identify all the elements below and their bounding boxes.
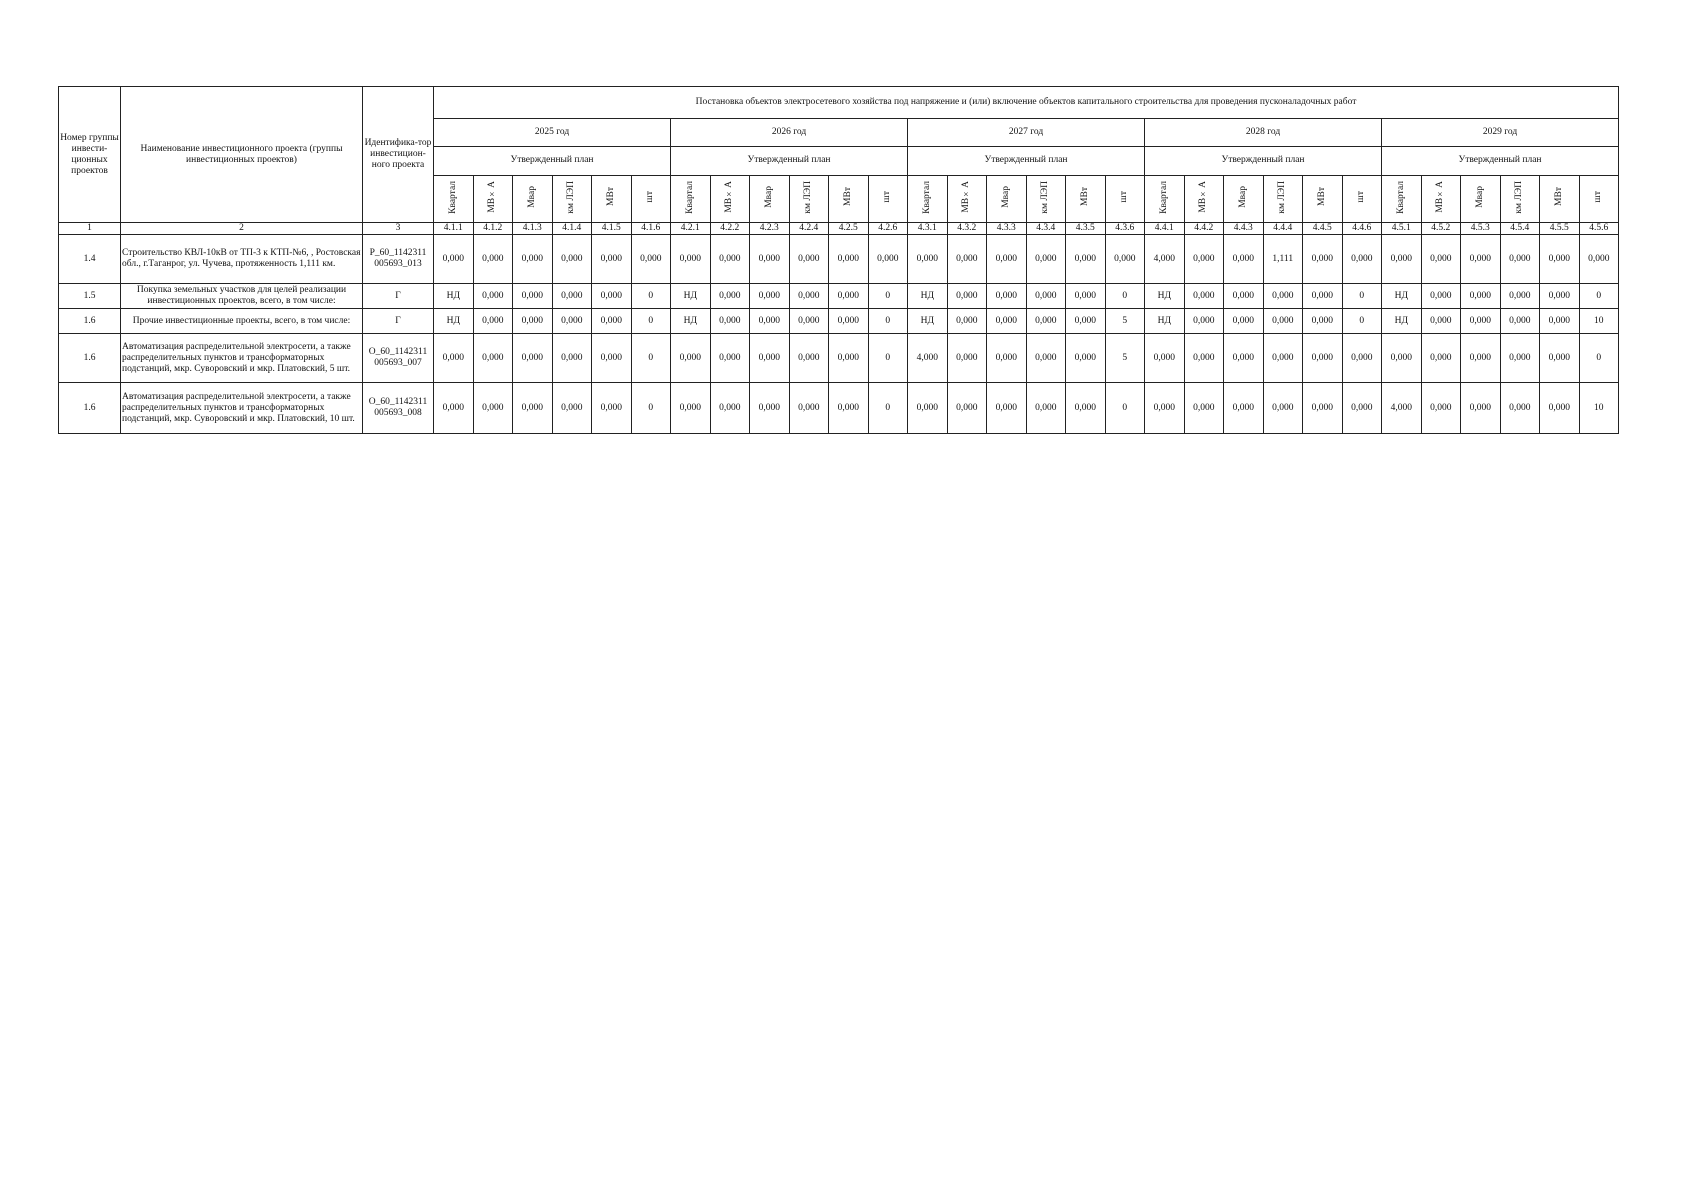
table-row xyxy=(59,383,1619,434)
unit-header xyxy=(1105,175,1145,222)
value-cell: 0,000 xyxy=(829,284,869,309)
value-cell: 0,000 xyxy=(671,235,711,284)
group-number-cell: 1.5 xyxy=(59,284,121,309)
unit-header xyxy=(987,175,1027,222)
unit-label: МВ×А xyxy=(724,181,735,213)
value-cell: 0,000 xyxy=(1263,334,1303,383)
value-cell: 0,000 xyxy=(473,383,513,434)
value-cell: 0,000 xyxy=(473,334,513,383)
value-cell: 0,000 xyxy=(1184,284,1224,309)
value-cell: 0,000 xyxy=(750,284,790,309)
value-cell: 0 xyxy=(631,284,671,309)
value-cell: 0,000 xyxy=(947,235,987,284)
value-cell: НД xyxy=(434,284,474,309)
value-cell: 0,000 xyxy=(434,235,474,284)
plan-header: Утвержденный план xyxy=(1145,146,1382,175)
unit-label: Квартал xyxy=(447,180,458,214)
column-number: 4.1.1 xyxy=(434,223,474,235)
plan-header: Утвержденный план xyxy=(908,146,1145,175)
project-id-cell: Г xyxy=(363,284,434,309)
unit-header xyxy=(1540,175,1580,222)
value-cell: 0,000 xyxy=(1382,334,1422,383)
header-project-id: Идентифика-тор инвестицион-ного проекта xyxy=(363,87,434,223)
value-cell: 0,000 xyxy=(1461,309,1501,334)
unit-label: км ЛЭП xyxy=(1514,180,1525,214)
unit-label: шт xyxy=(882,191,893,203)
value-cell: 0,000 xyxy=(552,334,592,383)
column-number: 4.1.3 xyxy=(513,223,553,235)
value-cell: 0,000 xyxy=(987,309,1027,334)
column-number: 4.5.6 xyxy=(1579,223,1619,235)
value-cell: 0,000 xyxy=(513,284,553,309)
value-cell: 0,000 xyxy=(1105,235,1145,284)
value-cell: 0,000 xyxy=(1224,284,1264,309)
value-cell: 0,000 xyxy=(829,309,869,334)
column-number: 4.2.2 xyxy=(710,223,750,235)
value-cell: 0,000 xyxy=(1540,383,1580,434)
column-number: 1 xyxy=(59,223,121,235)
value-cell: 0,000 xyxy=(710,235,750,284)
value-cell: 0,000 xyxy=(1224,235,1264,284)
value-cell: НД xyxy=(1382,309,1422,334)
value-cell: НД xyxy=(1145,284,1185,309)
value-cell: 0,000 xyxy=(1500,309,1540,334)
value-cell: 0,000 xyxy=(750,235,790,284)
value-cell: 0,000 xyxy=(1421,235,1461,284)
column-number: 4.1.2 xyxy=(473,223,513,235)
value-cell: 0,000 xyxy=(1026,309,1066,334)
unit-header xyxy=(710,175,750,222)
value-cell: 0,000 xyxy=(1224,334,1264,383)
value-cell: 0,000 xyxy=(592,334,632,383)
value-cell: 0,000 xyxy=(1263,383,1303,434)
value-cell: 0,000 xyxy=(1026,383,1066,434)
value-cell: 0,000 xyxy=(473,309,513,334)
value-cell: 0,000 xyxy=(1066,284,1106,309)
project-id-cell: O_60_1142311 005693_007 xyxy=(363,334,434,383)
value-cell: 0,000 xyxy=(1224,383,1264,434)
column-number: 4.5.2 xyxy=(1421,223,1461,235)
year-header: 2025 год xyxy=(434,119,671,146)
value-cell: 0,000 xyxy=(1500,334,1540,383)
value-cell: НД xyxy=(908,284,948,309)
value-cell: 10 xyxy=(1579,383,1619,434)
column-number: 4.5.3 xyxy=(1461,223,1501,235)
value-cell: 0,000 xyxy=(434,334,474,383)
value-cell: 0,000 xyxy=(592,235,632,284)
value-cell: 0,000 xyxy=(1145,383,1185,434)
value-cell: 0,000 xyxy=(868,235,908,284)
unit-label: шт xyxy=(1593,191,1604,203)
value-cell: 0 xyxy=(631,309,671,334)
unit-header xyxy=(908,175,948,222)
unit-label: МВт xyxy=(842,187,853,207)
value-cell: 0,000 xyxy=(1500,284,1540,309)
value-cell: 0,000 xyxy=(987,383,1027,434)
year-header: 2026 год xyxy=(671,119,908,146)
column-number: 2 xyxy=(121,223,363,235)
unit-label: Мвар xyxy=(1474,186,1485,208)
unit-header xyxy=(1303,175,1343,222)
value-cell: 0 xyxy=(868,309,908,334)
value-cell: 0,000 xyxy=(1303,309,1343,334)
column-number: 3 xyxy=(363,223,434,235)
value-cell: 0,000 xyxy=(1026,334,1066,383)
unit-label: Квартал xyxy=(684,180,695,214)
unit-label: Квартал xyxy=(921,180,932,214)
value-cell: 0,000 xyxy=(1342,235,1382,284)
unit-header xyxy=(631,175,671,222)
value-cell: 0,000 xyxy=(710,309,750,334)
unit-label: шт xyxy=(1119,191,1130,203)
value-cell: 0,000 xyxy=(513,334,553,383)
unit-header xyxy=(473,175,513,222)
value-cell: 0 xyxy=(1342,309,1382,334)
value-cell: 0,000 xyxy=(1579,235,1619,284)
value-cell: 0,000 xyxy=(750,334,790,383)
project-name-cell: Строительство КВЛ-10кВ от ТП-3 к КТП-№6, , Ростовская обл., г.Таганрог, ул. Чучева, протяженность 1,111 км. xyxy=(121,235,363,284)
column-number: 4.5.4 xyxy=(1500,223,1540,235)
value-cell: 0,000 xyxy=(1303,334,1343,383)
value-cell: 0,000 xyxy=(789,334,829,383)
column-number: 4.2.3 xyxy=(750,223,790,235)
value-cell: 0 xyxy=(1342,284,1382,309)
unit-label: Мвар xyxy=(763,186,774,208)
unit-header xyxy=(1461,175,1501,222)
value-cell: 0,000 xyxy=(473,235,513,284)
unit-header xyxy=(1579,175,1619,222)
unit-header xyxy=(750,175,790,222)
value-cell: 0 xyxy=(868,334,908,383)
project-name-cell: Покупка земельных участков для целей реализации инвестиционных проектов, всего, в том числе: xyxy=(121,284,363,309)
group-number-cell: 1.6 xyxy=(59,309,121,334)
value-cell: 1,111 xyxy=(1263,235,1303,284)
unit-header xyxy=(1184,175,1224,222)
value-cell: 0 xyxy=(868,383,908,434)
value-cell: 0,000 xyxy=(1342,334,1382,383)
project-name-cell: Прочие инвестиционные проекты, всего, в том числе: xyxy=(121,309,363,334)
value-cell: 0 xyxy=(1579,334,1619,383)
value-cell: 0,000 xyxy=(710,383,750,434)
header-project-name: Наименование инвестиционного проекта (группы инвестиционных проектов) xyxy=(121,87,363,223)
value-cell: 0 xyxy=(1105,383,1145,434)
value-cell: 0,000 xyxy=(1263,284,1303,309)
unit-header xyxy=(552,175,592,222)
unit-label: МВ×А xyxy=(961,181,972,213)
value-cell: 0,000 xyxy=(1066,334,1106,383)
unit-label: МВ×А xyxy=(1435,181,1446,213)
value-cell: 0,000 xyxy=(1421,284,1461,309)
unit-label: МВт xyxy=(1079,187,1090,207)
value-cell: 0,000 xyxy=(1184,334,1224,383)
value-cell: 0,000 xyxy=(1303,235,1343,284)
unit-header xyxy=(947,175,987,222)
value-cell: 0,000 xyxy=(513,383,553,434)
value-cell: 0,000 xyxy=(789,284,829,309)
unit-label: Мвар xyxy=(1000,186,1011,208)
column-number: 4.4.4 xyxy=(1263,223,1303,235)
unit-header xyxy=(1421,175,1461,222)
value-cell: 0,000 xyxy=(829,334,869,383)
unit-header xyxy=(1026,175,1066,222)
value-cell: 0,000 xyxy=(947,284,987,309)
value-cell: 0,000 xyxy=(1184,383,1224,434)
plan-header: Утвержденный план xyxy=(434,146,671,175)
value-cell: НД xyxy=(1382,284,1422,309)
value-cell: 0 xyxy=(868,284,908,309)
group-number-cell: 1.4 xyxy=(59,235,121,284)
value-cell: 0,000 xyxy=(671,383,711,434)
column-number: 4.5.5 xyxy=(1540,223,1580,235)
unit-label: Мвар xyxy=(526,186,537,208)
unit-label: шт xyxy=(645,191,656,203)
value-cell: 0,000 xyxy=(1184,235,1224,284)
value-cell: 0,000 xyxy=(987,334,1027,383)
value-cell: 0,000 xyxy=(947,383,987,434)
unit-label: МВ×А xyxy=(487,181,498,213)
value-cell: 0,000 xyxy=(1421,309,1461,334)
unit-label: МВт xyxy=(1553,187,1564,207)
column-number: 4.3.4 xyxy=(1026,223,1066,235)
column-number: 4.3.5 xyxy=(1066,223,1106,235)
value-cell: 0,000 xyxy=(908,383,948,434)
value-cell: НД xyxy=(671,309,711,334)
project-name-cell: Автоматизация распределительной электросети, а также распределительных пунктов и трансформаторных подстанций, мкр. Суворовский и мкр. Платовский, 10 шт. xyxy=(121,383,363,434)
unit-header xyxy=(1342,175,1382,222)
value-cell: 0,000 xyxy=(1421,334,1461,383)
value-cell: 0,000 xyxy=(552,235,592,284)
value-cell: 0,000 xyxy=(1303,284,1343,309)
value-cell: 0,000 xyxy=(987,284,1027,309)
value-cell: 0,000 xyxy=(552,309,592,334)
value-cell: НД xyxy=(671,284,711,309)
table-row xyxy=(59,334,1619,383)
value-cell: 0,000 xyxy=(1540,334,1580,383)
value-cell: 10 xyxy=(1579,309,1619,334)
unit-label: МВт xyxy=(1316,187,1327,207)
document-page xyxy=(58,86,1619,434)
unit-header xyxy=(671,175,711,222)
value-cell: 0,000 xyxy=(710,284,750,309)
table-row xyxy=(59,235,1619,284)
value-cell: 0,000 xyxy=(789,235,829,284)
value-cell: 0,000 xyxy=(789,309,829,334)
value-cell: 0,000 xyxy=(631,235,671,284)
value-cell: 0 xyxy=(1579,284,1619,309)
value-cell: 0,000 xyxy=(1500,383,1540,434)
column-number: 4.1.4 xyxy=(552,223,592,235)
value-cell: 0,000 xyxy=(1461,284,1501,309)
value-cell: 0,000 xyxy=(1382,235,1422,284)
value-cell: 0,000 xyxy=(947,309,987,334)
unit-header xyxy=(1224,175,1264,222)
value-cell: 0,000 xyxy=(1421,383,1461,434)
year-header: 2029 год xyxy=(1382,119,1619,146)
column-number: 4.2.4 xyxy=(789,223,829,235)
value-cell: 0,000 xyxy=(1066,235,1106,284)
unit-label: Квартал xyxy=(1158,180,1169,214)
value-cell: 0,000 xyxy=(829,235,869,284)
value-cell: 0,000 xyxy=(513,235,553,284)
value-cell: НД xyxy=(1145,309,1185,334)
value-cell: 0,000 xyxy=(1026,235,1066,284)
unit-label: км ЛЭП xyxy=(566,180,577,214)
value-cell: 0,000 xyxy=(1500,235,1540,284)
value-cell: 0,000 xyxy=(1066,383,1106,434)
value-cell: 0,000 xyxy=(750,383,790,434)
group-number-cell: 1.6 xyxy=(59,383,121,434)
value-cell: 0,000 xyxy=(947,334,987,383)
group-number-cell: 1.6 xyxy=(59,334,121,383)
plan-header: Утвержденный план xyxy=(671,146,908,175)
value-cell: 0,000 xyxy=(1224,309,1264,334)
unit-label: км ЛЭП xyxy=(1040,180,1051,214)
column-number: 4.1.6 xyxy=(631,223,671,235)
value-cell: 0,000 xyxy=(592,284,632,309)
table-row xyxy=(59,284,1619,309)
value-cell: НД xyxy=(434,309,474,334)
value-cell: 0,000 xyxy=(1342,383,1382,434)
project-id-cell: Г xyxy=(363,309,434,334)
value-cell: 5 xyxy=(1105,309,1145,334)
value-cell: 0,000 xyxy=(513,309,553,334)
unit-header xyxy=(1145,175,1185,222)
year-header: 2028 год xyxy=(1145,119,1382,146)
value-cell: 0,000 xyxy=(473,284,513,309)
unit-header xyxy=(1066,175,1106,222)
column-number: 4.3.3 xyxy=(987,223,1027,235)
value-cell: 0,000 xyxy=(987,235,1027,284)
project-name-cell: Автоматизация распределительной электросети, а также распределительных пунктов и трансформаторных подстанций, мкр. Суворовский и мкр. Платовский, 5 шт. xyxy=(121,334,363,383)
column-number: 4.2.5 xyxy=(829,223,869,235)
value-cell: 0,000 xyxy=(1263,309,1303,334)
column-number: 4.4.5 xyxy=(1303,223,1343,235)
header-main-title: Постановка объектов электросетевого хозяйства под напряжение и (или) включение объектов капитального строительства для проведения пусконаладочных работ xyxy=(434,87,1619,119)
plan-header: Утвержденный план xyxy=(1382,146,1619,175)
column-number: 4.5.1 xyxy=(1382,223,1422,235)
value-cell: 0 xyxy=(631,334,671,383)
value-cell: НД xyxy=(908,309,948,334)
column-number: 4.4.2 xyxy=(1184,223,1224,235)
value-cell: 0 xyxy=(631,383,671,434)
value-cell: 0,000 xyxy=(908,235,948,284)
unit-header xyxy=(1263,175,1303,222)
value-cell: 0,000 xyxy=(1540,309,1580,334)
value-cell: 0,000 xyxy=(750,309,790,334)
value-cell: 0,000 xyxy=(829,383,869,434)
value-cell: 0,000 xyxy=(1461,334,1501,383)
value-cell: 4,000 xyxy=(908,334,948,383)
value-cell: 0,000 xyxy=(1303,383,1343,434)
column-number: 4.3.1 xyxy=(908,223,948,235)
project-id-cell: P_60_1142311 005693_013 xyxy=(363,235,434,284)
value-cell: 0,000 xyxy=(789,383,829,434)
value-cell: 0 xyxy=(1105,284,1145,309)
value-cell: 0,000 xyxy=(434,383,474,434)
column-number: 4.3.6 xyxy=(1105,223,1145,235)
value-cell: 0,000 xyxy=(552,383,592,434)
column-number-row xyxy=(59,223,1619,235)
value-cell: 0,000 xyxy=(592,309,632,334)
value-cell: 0,000 xyxy=(710,334,750,383)
unit-header xyxy=(829,175,869,222)
year-header: 2027 год xyxy=(908,119,1145,146)
unit-header xyxy=(592,175,632,222)
investment-table xyxy=(58,86,1619,434)
column-number: 4.1.5 xyxy=(592,223,632,235)
header-group-number: Номер группы инвести-ционных проектов xyxy=(59,87,121,223)
unit-label: МВт xyxy=(605,187,616,207)
unit-header xyxy=(1382,175,1422,222)
value-cell: 0,000 xyxy=(1540,284,1580,309)
value-cell: 0,000 xyxy=(1540,235,1580,284)
value-cell: 0,000 xyxy=(1145,334,1185,383)
table-row xyxy=(59,309,1619,334)
unit-label: км ЛЭП xyxy=(1277,180,1288,214)
value-cell: 0,000 xyxy=(1461,235,1501,284)
column-number: 4.2.6 xyxy=(868,223,908,235)
unit-label: МВ×А xyxy=(1198,181,1209,213)
unit-label: шт xyxy=(1356,191,1367,203)
value-cell: 4,000 xyxy=(1382,383,1422,434)
project-id-cell: O_60_1142311 005693_008 xyxy=(363,383,434,434)
value-cell: 0,000 xyxy=(1184,309,1224,334)
value-cell: 0,000 xyxy=(1066,309,1106,334)
column-number: 4.3.2 xyxy=(947,223,987,235)
column-number: 4.2.1 xyxy=(671,223,711,235)
value-cell: 0,000 xyxy=(671,334,711,383)
unit-header xyxy=(513,175,553,222)
column-number: 4.4.3 xyxy=(1224,223,1264,235)
unit-header xyxy=(789,175,829,222)
unit-label: км ЛЭП xyxy=(803,180,814,214)
value-cell: 5 xyxy=(1105,334,1145,383)
unit-header xyxy=(1500,175,1540,222)
column-number: 4.4.6 xyxy=(1342,223,1382,235)
value-cell: 0,000 xyxy=(1461,383,1501,434)
unit-header xyxy=(434,175,474,222)
value-cell: 4,000 xyxy=(1145,235,1185,284)
value-cell: 0,000 xyxy=(1026,284,1066,309)
value-cell: 0,000 xyxy=(592,383,632,434)
unit-label: Квартал xyxy=(1395,180,1406,214)
unit-header xyxy=(868,175,908,222)
value-cell: 0,000 xyxy=(552,284,592,309)
unit-label: Мвар xyxy=(1237,186,1248,208)
column-number: 4.4.1 xyxy=(1145,223,1185,235)
